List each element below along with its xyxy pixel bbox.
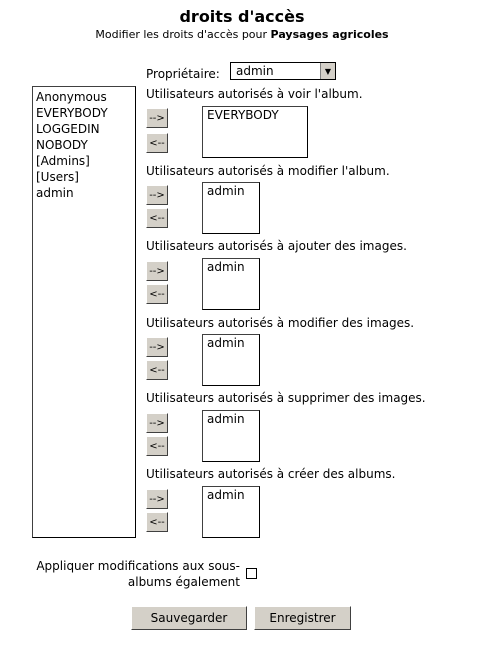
permission-member[interactable]: admin — [207, 336, 245, 350]
permission-member[interactable]: EVERYBODY — [207, 108, 279, 122]
remove-view-button[interactable]: <-- — [146, 133, 168, 153]
user-list-item[interactable]: [Admins] — [36, 154, 90, 168]
owner-select[interactable] — [230, 62, 336, 80]
remove-modify-album-button[interactable]: <-- — [146, 208, 168, 228]
register-button[interactable]: Enregistrer — [254, 606, 351, 630]
permission-label-create-albums: Utilisateurs autorisés à créer des albums. — [146, 467, 396, 481]
user-list-item[interactable]: Anonymous — [36, 90, 107, 104]
permission-member[interactable]: admin — [207, 488, 245, 502]
user-list-item[interactable]: LOGGEDIN — [36, 122, 100, 136]
owner-select-value: admin — [236, 64, 274, 78]
add-create-albums-button[interactable]: --> — [146, 489, 168, 509]
permission-member[interactable]: admin — [207, 184, 245, 198]
add-view-button[interactable]: --> — [146, 108, 168, 128]
user-list-item[interactable]: NOBODY — [36, 138, 88, 152]
user-list-item[interactable]: [Users] — [36, 170, 79, 184]
add-delete-images-button[interactable]: --> — [146, 413, 168, 433]
permission-box-modify-album[interactable] — [202, 182, 260, 234]
save-button[interactable]: Sauvegarder — [131, 606, 247, 630]
page-title: droits d'accès — [179, 7, 305, 26]
permission-member[interactable]: admin — [207, 412, 245, 426]
apply-subalbums-line2: albums également — [127, 575, 240, 589]
permission-label-modify-images: Utilisateurs autorisés à modifier des images. — [146, 316, 415, 330]
dropdown-arrow-icon[interactable]: ▼ — [320, 63, 335, 79]
remove-modify-images-button[interactable]: <-- — [146, 360, 168, 380]
remove-create-albums-button[interactable]: <-- — [146, 512, 168, 532]
apply-subalbums-label — [10, 558, 240, 590]
user-list-item[interactable]: admin — [36, 186, 74, 200]
remove-delete-images-button[interactable]: <-- — [146, 436, 168, 456]
permission-box-delete-images[interactable] — [202, 410, 260, 462]
subtitle-prefix: Modifier les droits d'accès pour — [95, 28, 271, 41]
user-list[interactable] — [32, 86, 136, 538]
apply-subalbums-line1: Appliquer modifications aux sous- — [36, 559, 240, 573]
album-name: Paysages agricoles — [270, 28, 389, 41]
remove-add-images-button[interactable]: <-- — [146, 284, 168, 304]
permission-label-add-images: Utilisateurs autorisés à ajouter des images. — [146, 239, 407, 253]
permission-label-modify-album: Utilisateurs autorisés à modifier l'album. — [146, 164, 390, 178]
permission-box-modify-images[interactable] — [202, 334, 260, 386]
permission-label-view: Utilisateurs autorisés à voir l'album. — [146, 87, 363, 101]
owner-label: Propriétaire: — [146, 67, 220, 81]
add-add-images-button[interactable]: --> — [146, 261, 168, 281]
add-modify-album-button[interactable]: --> — [146, 185, 168, 205]
user-list-item[interactable]: EVERYBODY — [36, 106, 108, 120]
permission-label-delete-images: Utilisateurs autorisés à supprimer des images. — [146, 391, 426, 405]
permission-member[interactable]: admin — [207, 260, 245, 274]
permission-box-create-albums[interactable] — [202, 486, 260, 538]
apply-subalbums-checkbox[interactable] — [246, 568, 257, 579]
page-subtitle — [0, 28, 484, 41]
permission-box-add-images[interactable] — [202, 258, 260, 310]
permission-box-view[interactable] — [202, 106, 308, 158]
add-modify-images-button[interactable]: --> — [146, 337, 168, 357]
